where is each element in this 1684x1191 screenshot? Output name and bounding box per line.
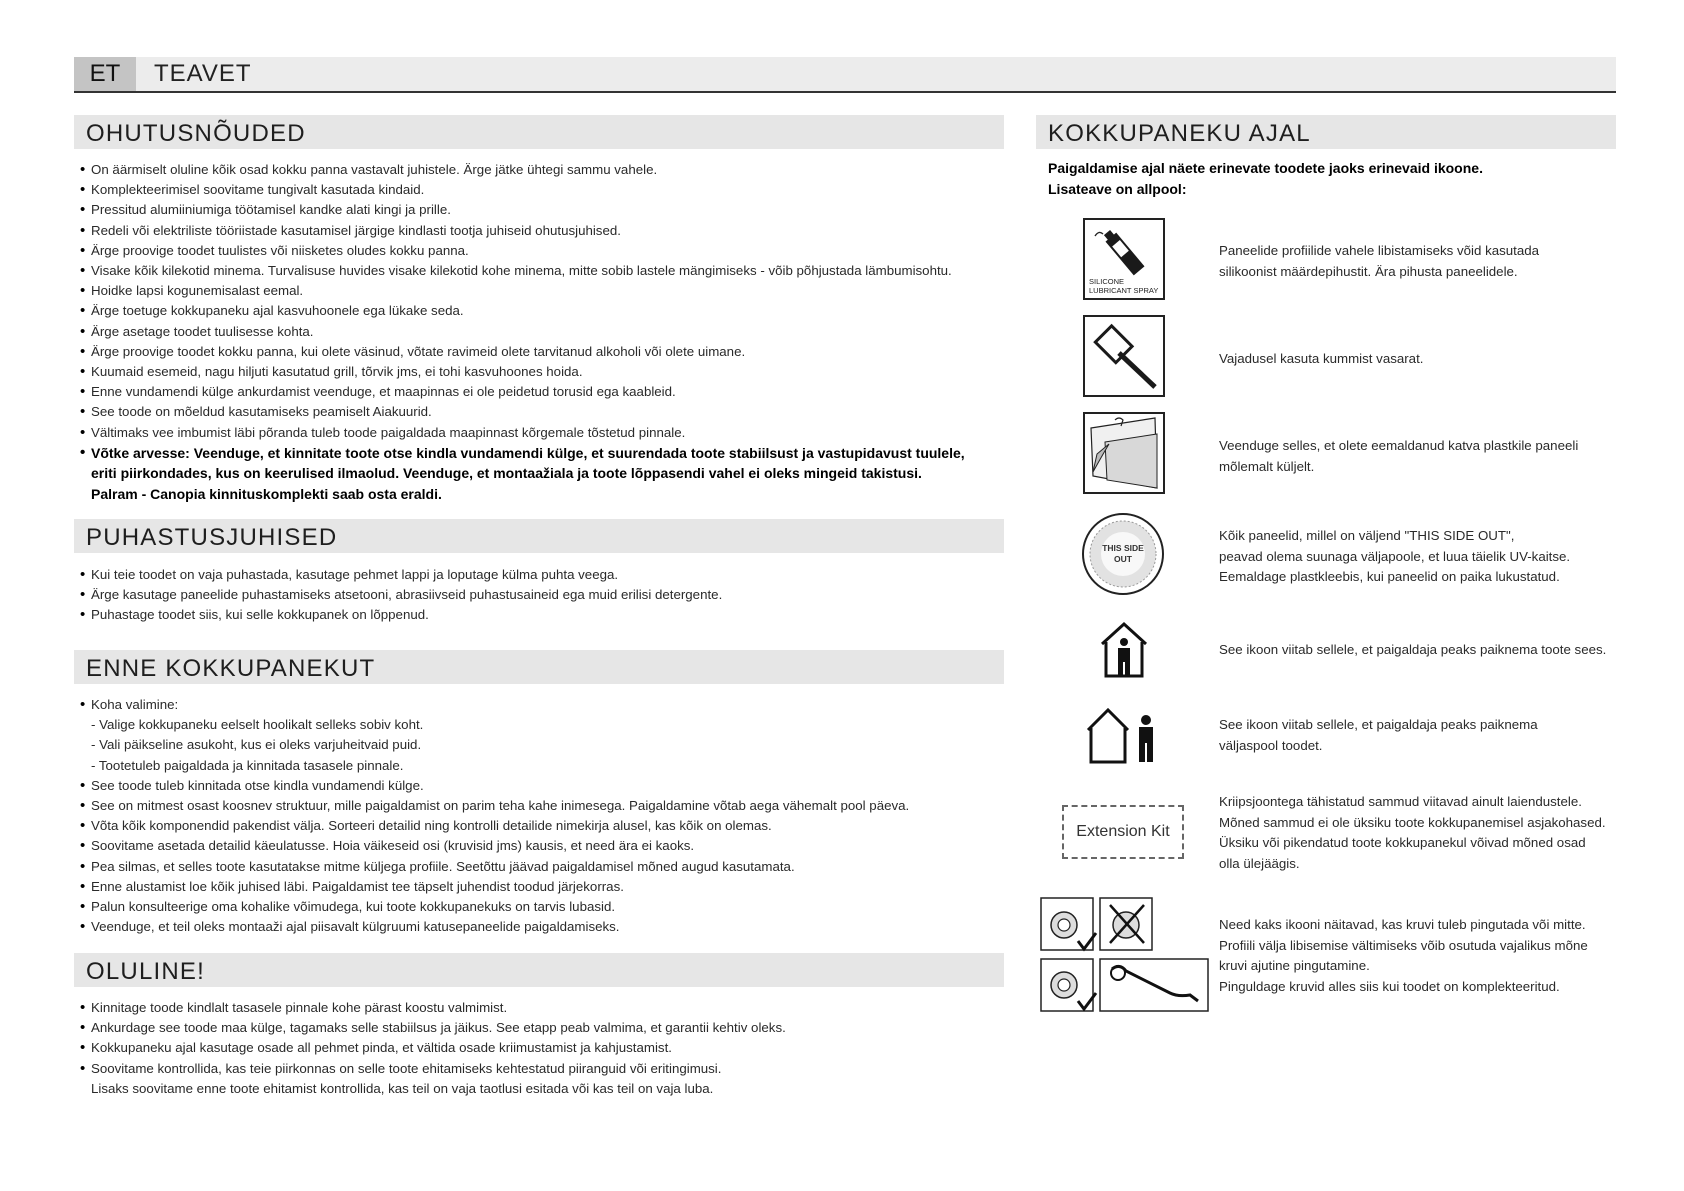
list-item: • Komplekteerimisel soovitame tungivalt kasutada kindaid. xyxy=(77,180,965,200)
list-item: • Kuumaid esemeid, nagu hiljuti kasutatud grill, tõrvik jms, ei tohi kasvuhoones hoida. xyxy=(77,362,965,382)
list-item: • Soovitame kontrollida, kas teie piirkonnas on selle toote ehitamiseks kehtestatud piiranguid või eritingimusi. xyxy=(77,1059,786,1079)
list-item: • Soovitame asetada detailid käeulatusse. Hoia väikeseid osi (kruvisid jms) kausis, et need ära ei kaoks. xyxy=(77,836,909,856)
section-title-assembly: KOKKUPANEKU AJAL xyxy=(1036,115,1616,149)
remove-film-icon xyxy=(1083,412,1165,494)
badge-text: OUT xyxy=(1114,554,1132,564)
section-title-before: ENNE KOKKUPANEKUT xyxy=(74,650,1004,684)
safety-note-line: Palram - Canopia kinnituskomplekti saab osta eraldi. xyxy=(91,485,442,502)
list-item: • On äärmiselt oluline kõik osad kokku panna vastavalt juhistele. Ärge jätke ühtegi sammu vahele. xyxy=(77,160,965,180)
assembly-intro: Paigaldamise ajal näete erinevate toodete jaoks erinevaid ikoone. Lisateave on allpool: xyxy=(1048,160,1483,197)
section-title-safety: OHUTUSNÕUDED xyxy=(74,115,1004,149)
list-item: • Enne vundamendi külge ankurdamist veenduge, et maapinnas ei ole peidetud torusid ega kaableid. xyxy=(77,382,965,402)
icon-description: Veenduge selles, et olete eemaldanud katva plastkile paneeli mõlemalt küljelt. xyxy=(1219,438,1579,474)
safety-note-line: • Võtke arvesse: Veenduge, et kinnitate toote otse kindla vundamendi külge, et suurendada toote stabiilsust ja vastupidavust tuulele, xyxy=(77,443,965,464)
list-item: • Pea silmas, et selles toote kasutatakse mitme küljega profiile. Seetõttu jäävad paigaldamisel mõned augud kasutamata. xyxy=(77,857,909,877)
list-item: • Visake kõik kilekotid minema. Turvalisuse huvides visake kilekotid kohe minema, mitte sobib lastele mängimiseks - võib põhjustada lämbumisohtu. xyxy=(77,261,965,281)
spray-label: LUBRICANT SPRAY xyxy=(1089,286,1159,295)
icon-description: Paneelide profiilide vahele libistamiseks võid kasutada silikoonist määrdepihustit. Ära pihusta paneelidele. xyxy=(1219,243,1540,279)
icon-description: See ikoon viitab sellele, et paigaldaja peaks paiknema toote sees. xyxy=(1219,642,1607,657)
list-subitem: Lisaks soovitame enne toote ehitamist kontrollida, kas teil on vaja taotlusi esitada või kas teil on vaja luba. xyxy=(91,1080,714,1096)
list-item: • Veenduge, et teil oleks montaaži ajal piisavalt külgruumi katusepaneelide paigaldamiseks. xyxy=(77,917,909,937)
list-item: • Ärge toetuge kokkupaneku ajal kasvuhoonele ega lükake seda. xyxy=(77,301,965,321)
list-item: • Ärge proovige toodet kokku panna, kui olete väsinud, võtate ravimeid olete tarvitanud alkoholi või olete uimane. xyxy=(77,342,965,362)
list-item: • Vältimaks vee imbumist läbi põranda tuleb toode paigaldada maapinnast kõrgemale tõstetud pinnale. xyxy=(77,423,965,443)
list-item: • Kinnitage toode kindlalt tasasele pinnale kohe pärast koostu valmimist. xyxy=(77,998,786,1018)
list-item: • Kui teie toodet on vaja puhastada, kasutage pehmet lappi ja loputage külma puhta veega. xyxy=(77,565,722,585)
list-item: • Pressitud alumiiniumiga töötamisel kandke alati kingi ja prille. xyxy=(77,200,965,220)
language-badge: ET xyxy=(74,57,136,91)
list-item: • Puhastage toodet siis, kui selle kokkupanek on lõppenud. xyxy=(77,605,722,625)
list-item: • See toode on mõeldud kasutamiseks peamiselt Aiakuurid. xyxy=(77,402,965,422)
cleaning-list xyxy=(77,565,722,626)
list-subitem: - Tootetuleb paigaldada ja kinnitada tasasele pinnale. xyxy=(91,757,404,773)
page-header xyxy=(74,57,1616,93)
list-item: • See on mitmest osast koosnev struktuur, mille paigaldamist on parim teha kahe inimesega. Paigaldamine võtab aega vähemalt pool päeva. xyxy=(77,796,909,816)
person-inside-icon xyxy=(1096,620,1152,678)
list-item: • Võta kõik komponendid pakendist välja. Sorteeri detailid ning kontrolli detailide nimekirja alusel, kas kõik on olemas. xyxy=(77,816,909,836)
list-item: • Palun konsulteerige oma kohalike võimudega, kui toote kokkupanekuks on tarvis lubasid. xyxy=(77,897,909,917)
spray-label: SILICONE xyxy=(1089,277,1125,286)
rubber-mallet-icon xyxy=(1083,315,1165,397)
list-item: • Kokkupaneku ajal kasutage osade all pehmet pinda, et vältida osade kriimustamist ja kahjustamist. xyxy=(77,1038,786,1058)
person-outside-icon xyxy=(1084,706,1164,764)
list-item: • Ärge kasutage paneelide puhastamiseks atsetooni, abrasiivseid puhastusaineid ega muid erilisi detergente. xyxy=(77,585,722,605)
screw-tighten-icons xyxy=(1040,897,1210,1013)
safety-list xyxy=(77,160,965,504)
section-title-important: OLULINE! xyxy=(74,953,1004,987)
icon-description: Kõik paneelid, millel on väljend "THIS SIDE OUT", peavad olema suunaga väljapoole, et luua täielik UV-kaitse. Eemaldage plastkleebis, kui paneelid on paika lukustatud. xyxy=(1219,528,1571,584)
list-subitem: - Vali päikseline asukoht, kus ei oleks varjuheitvaid puid. xyxy=(91,737,422,753)
list-item: • Hoidke lapsi kogunemisalast eemal. xyxy=(77,281,965,301)
badge-text: THIS SIDE xyxy=(1102,543,1144,553)
section-title-cleaning: PUHASTUSJUHISED xyxy=(74,519,1004,553)
list-item: • Ärge proovige toodet tuulistes või niisketes oludes kokku panna. xyxy=(77,241,965,261)
list-item: • Ankurdage see toode maa külge, tagamaks selle stabiilsus ja jäikus. See etapp peab valmima, et garantii kehtiv oleks. xyxy=(77,1018,786,1038)
extension-kit-label: Extension Kit xyxy=(1062,805,1184,859)
page-title: TEAVET xyxy=(154,60,252,87)
icon-description: Kriipsjoontega tähistatud sammud viitavad ainult laiendustele. Mõned sammud ei ole üksiku toote kokkupanemisel asjakohased. Üksiku või pikendatud toote kokkupanekul võivad mõned osad olla ülejäägis. xyxy=(1219,794,1606,871)
icon-description: See ikoon viitab sellele, et paigaldaja peaks paiknema väljaspool toodet. xyxy=(1219,717,1538,753)
icon-description: Need kaks ikooni näitavad, kas kruvi tuleb pingutada või mitte. Profiili välja libisemise vältimiseks võib osutuda vajalikus mõne kruvi ajutine pingutamine. Pinguldage kruvid alles siis kui toodet on komplekteeritud. xyxy=(1219,917,1588,994)
list-item: • See toode tuleb kinnitada otse kindla vundamendi külge. xyxy=(77,776,909,796)
list-item: • Enne alustamist loe kõik juhised läbi. Paigaldamist tee täpselt juhendist toodud järjekorras. xyxy=(77,877,909,897)
list-item: • Koha valimine: xyxy=(77,695,909,715)
list-subitem: - Valige kokkupaneku eelselt hoolikalt selleks sobiv koht. xyxy=(91,717,424,733)
icon-description: Vajadusel kasuta kummist vasarat. xyxy=(1219,351,1424,366)
list-item: • Ärge asetage toodet tuulisesse kohta. xyxy=(77,322,965,342)
silicone-spray-icon xyxy=(1083,218,1165,300)
safety-note-line: eriti piirkondades, kus on keerulised ilmaolud. Veenduge, et montaažiala ja toote lõppasendi vahel ei oleks mingeid takistusi. xyxy=(91,465,922,482)
this-side-out-icon xyxy=(1081,512,1165,596)
before-list xyxy=(77,695,909,937)
list-item: • Redeli või elektriliste tööriistade kasutamisel järgige kindlasti tootja juhiseid ohutusjuhised. xyxy=(77,221,965,241)
important-list xyxy=(77,998,786,1099)
